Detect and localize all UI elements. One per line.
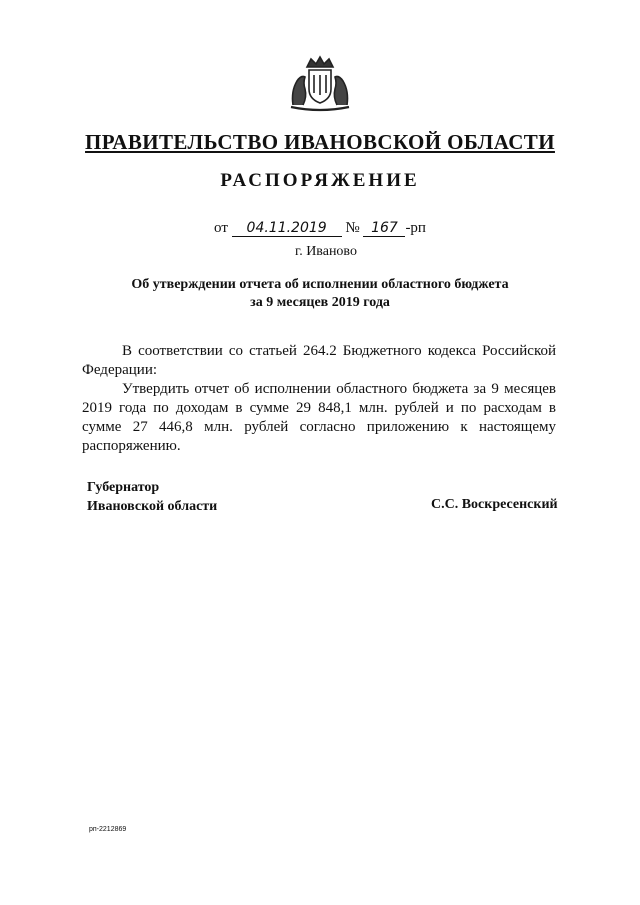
document-type: РАСПОРЯЖЕНИЕ	[220, 170, 420, 191]
subject-line-2: за 9 месяцев 2019 года	[250, 295, 390, 310]
city: г. Иваново	[295, 244, 357, 259]
date-number-line	[0, 220, 640, 237]
signatory-title-line-1: Губернатор	[87, 480, 160, 495]
number-suffix: -рп	[405, 220, 426, 236]
body-paragraph-1: В соответствии со статьей 264.2 Бюджетного кодекса Российской Федерации:	[82, 343, 556, 378]
signatory-name: С.С. Воскресенский	[431, 497, 558, 512]
footer-code: рп-2212869	[89, 826, 127, 833]
document-body	[82, 342, 556, 456]
body-paragraph-2: Утвердить отчет об исполнении областного бюджета за 9 месяцев 2019 года по доходам в сумме 29 848,1 млн. рублей и по расходам в сумме 27 446,8 млн. рублей согласно приложению к настоящему распоряжению.	[82, 381, 556, 454]
handwritten-number: 167	[363, 220, 405, 237]
subject-line-1: Об утверждении отчета об исполнении областного бюджета	[131, 277, 509, 292]
organization-title: ПРАВИТЕЛЬСТВО ИВАНОВСКОЙ ОБЛАСТИ	[85, 130, 555, 154]
signatory-title	[87, 478, 217, 516]
coat-of-arms-emblem	[285, 55, 355, 113]
document-subject	[0, 276, 640, 312]
date-prefix: от	[214, 220, 228, 236]
number-sign: №	[345, 220, 360, 236]
signatory-title-line-2: Ивановской области	[87, 499, 218, 514]
handwritten-date: 04.11.2019	[232, 220, 342, 237]
